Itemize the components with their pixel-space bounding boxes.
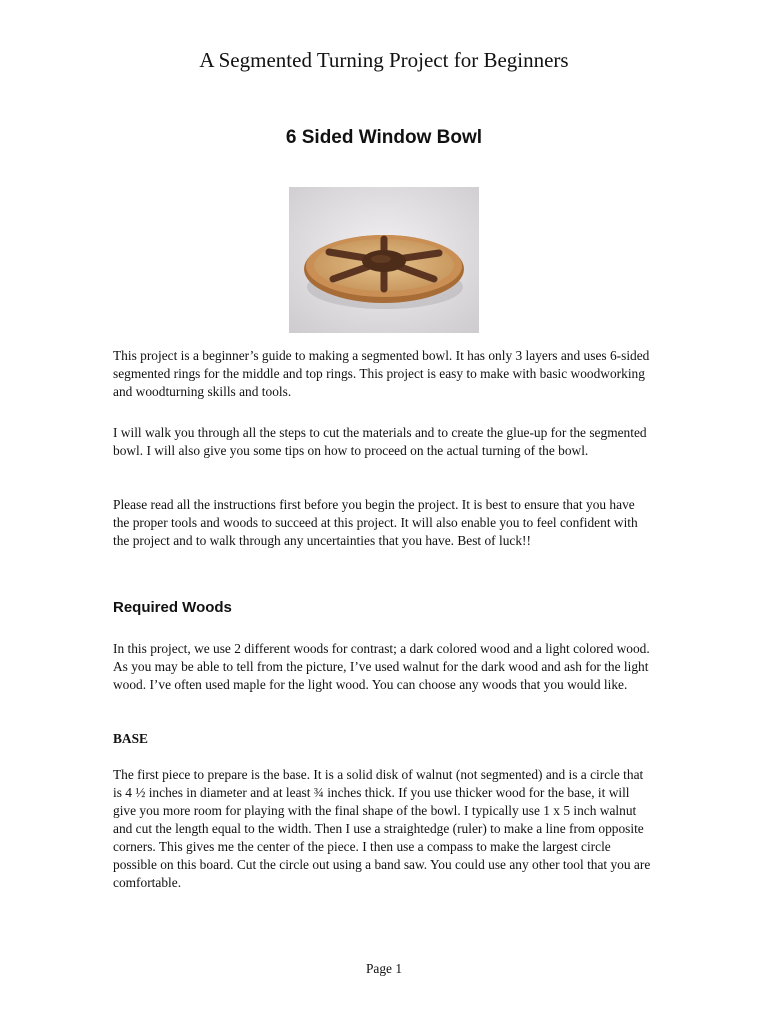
base-paragraph: The first piece to prepare is the base. It is a solid disk of walnut (not segmented) and is a circle that is 4 ½ inches in diameter and at least ¾ inches thick. If you use thicker wood for the base, it will give you more room for playing with the final shape of the bowl. I typically use 1 x 5 inch walnut and cut the length equal to the width. Then I use a straightedge (ruler) to make a line from opposite corners. This gives me the center of the piece. I then use a compass to make the largest circle possible on this board. Cut the circle out using a band saw. You could use any other tool that you are comfortable. [113, 767, 651, 890]
project-title: 6 Sided Window Bowl [285, 127, 483, 148]
intro-paragraph: Please read all the instructions first before you begin the project. It is best to ensure that you have the proper tools and woods to succeed at this project. It will also enable you to feel confident with the project and to walk through any uncertainties that you have. Best of luck!! [113, 497, 638, 548]
intro-paragraph: This project is a beginner’s guide to making a segmented bowl. It has only 3 layers and uses 6-sided segmented rings for the middle and top rings. This project is easy to make with basic woodworking and woodturning skills and tools. [113, 348, 650, 399]
bowl-photo [289, 187, 479, 333]
required-woods-paragraph: In this project, we use 2 different woods for contrast; a dark colored wood and a light colored wood. As you may be able to tell from the picture, I’ve used walnut for the dark wood and ash for the light wood. I’ve often used maple for the light wood. You can choose any woods that you would like. [113, 641, 650, 692]
intro-paragraph: I will walk you through all the steps to cut the materials and to create the glue-up for the segmented bowl. I will also give you some tips on how to proceed on the actual turning of the bowl. [113, 425, 647, 458]
section-heading-base: BASE [113, 731, 148, 746]
page-number: Page 1 [365, 961, 403, 976]
document-title: A Segmented Turning Project for Beginners [199, 48, 569, 72]
section-heading-required-woods: Required Woods [113, 599, 232, 616]
